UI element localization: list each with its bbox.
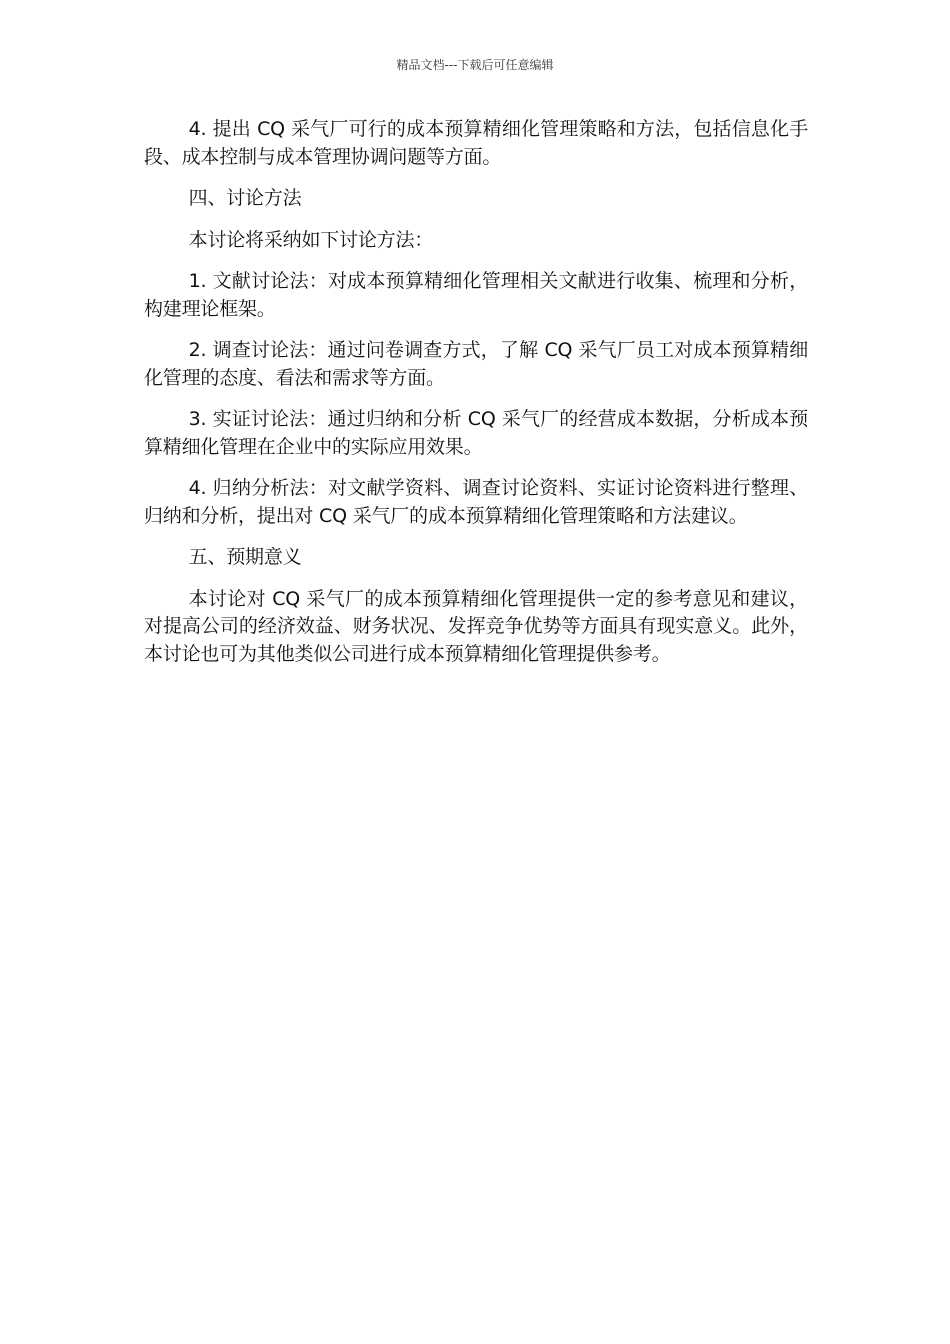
document-body <box>144 116 808 682</box>
section-heading-significance: 五、预期意义 <box>188 546 302 568</box>
significance-paragraph: 本讨论对 CQ 采气厂的成本预算精细化管理提供一定的参考意见和建议，对提高公司的经济效益、财务状况、发挥竞争优势等方面具有现实意义。此外，本讨论也可为其他类似公司进行成本预算精细化管理提供参考。 <box>144 587 808 665</box>
method-item-survey: 2. 调查讨论法：通过问卷调查方式，了解 CQ 采气厂员工对成本预算精细化管理的态度、看法和需求等方面。 <box>144 339 808 389</box>
method-item-inductive: 4. 归纳分析法：对文献学资料、调查讨论资料、实证讨论资料进行整理、归纳和分析，提出对 CQ 采气厂的成本预算精细化管理策略和方法建议。 <box>144 477 808 527</box>
method-item-literature: 1. 文献讨论法：对成本预算精细化管理相关文献进行收集、梳理和分析，构建理论框架。 <box>144 270 808 320</box>
page-header: 精品文档---下载后可任意编辑 <box>396 58 554 72</box>
method-item-empirical: 3. 实证讨论法：通过归纳和分析 CQ 采气厂的经营成本数据，分析成本预算精细化管理在企业中的实际应用效果。 <box>144 408 808 458</box>
list-item-research-goal-4: 4. 提出 CQ 采气厂可行的成本预算精细化管理策略和方法，包括信息化手段、成本控制与成本管理协调问题等方面。 <box>144 118 808 168</box>
section-heading-methods: 四、讨论方法 <box>188 187 302 209</box>
methods-intro: 本讨论将采纳如下讨论方法： <box>188 228 434 251</box>
